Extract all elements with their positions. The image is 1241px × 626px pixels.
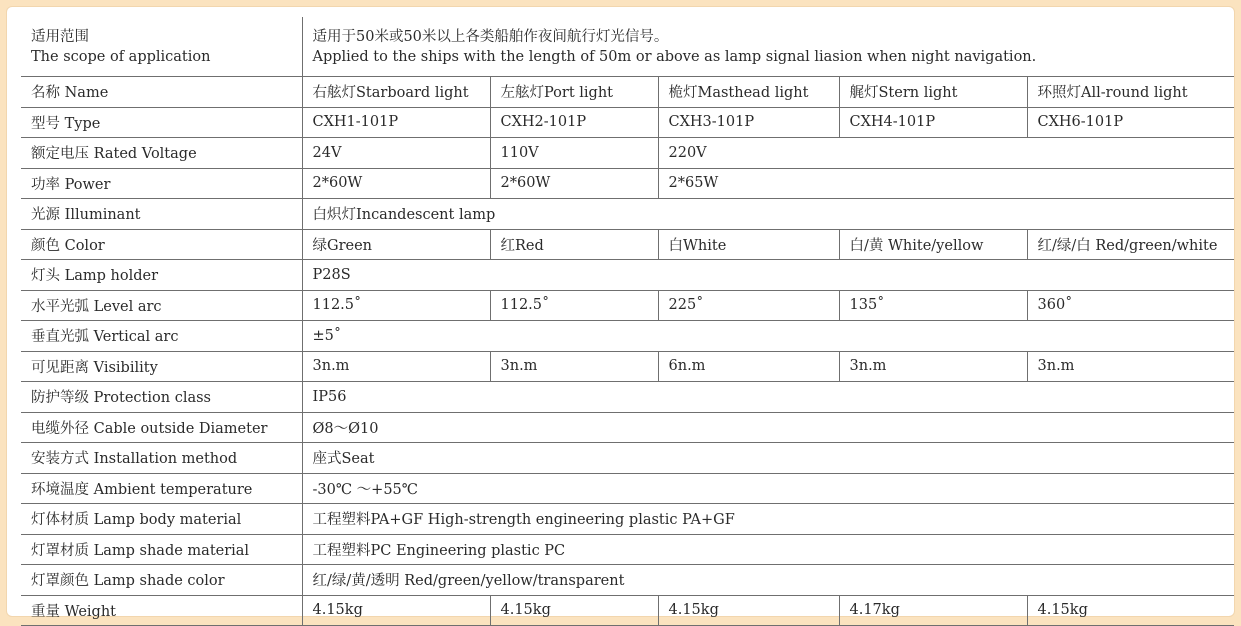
- row-label: 环境温度 Ambient temperature: [21, 473, 302, 504]
- row-label: 水平光弧 Level arc: [21, 290, 302, 321]
- row-cell: 4.17kg: [839, 595, 1027, 626]
- row-cell: 220V: [658, 138, 1234, 169]
- spec-row: [21, 168, 1234, 199]
- row-value: ±5˚: [302, 321, 1234, 352]
- row-value: Ø8～Ø10: [302, 412, 1234, 443]
- row-cell: 白White: [658, 229, 839, 260]
- scope-value-cn: 适用于50米或50米以上各类船舶作夜间航行灯光信号。: [312, 28, 669, 45]
- scope-value-en: Applied to the ships with the length of 50m or above as lamp signal liasion when night navigation.: [312, 48, 1037, 65]
- row-cell: CXH6-101P: [1027, 107, 1234, 138]
- row-cell: 360˚: [1027, 290, 1234, 321]
- row-cell: 环照灯All-round light: [1027, 77, 1234, 108]
- spec-row: [21, 107, 1234, 138]
- row-value: 工程塑料PC Engineering plastic PC: [302, 534, 1234, 565]
- row-cell: 2*60W: [490, 168, 658, 199]
- spec-row: [21, 382, 1234, 413]
- row-cell: 艉灯Stern light: [839, 77, 1027, 108]
- row-label: 垂直光弧 Vertical arc: [21, 321, 302, 352]
- row-cell: 225˚: [658, 290, 839, 321]
- row-cell: 2*60W: [302, 168, 490, 199]
- row-cell: 135˚: [839, 290, 1027, 321]
- row-cell: 112.5˚: [490, 290, 658, 321]
- row-label: 灯罩颜色 Lamp shade color: [21, 565, 302, 596]
- row-label: 灯头 Lamp holder: [21, 260, 302, 291]
- scope-label-cell: [21, 17, 302, 77]
- spec-row: [21, 473, 1234, 504]
- row-cell: 24V: [302, 138, 490, 169]
- spec-row: [21, 77, 1234, 108]
- row-label: 功率 Power: [21, 168, 302, 199]
- spec-row: [21, 595, 1234, 626]
- spec-row: [21, 290, 1234, 321]
- row-cell: 3n.m: [1027, 351, 1234, 382]
- row-cell: 3n.m: [839, 351, 1027, 382]
- row-label: 电缆外径 Cable outside Diameter: [21, 412, 302, 443]
- row-value: 座式Seat: [302, 443, 1234, 474]
- row-cell: 4.15kg: [1027, 595, 1234, 626]
- row-label: 可见距离 Visibility: [21, 351, 302, 382]
- row-cell: 4.15kg: [302, 595, 490, 626]
- spec-row: [21, 565, 1234, 596]
- scope-label-en: The scope of application: [31, 48, 211, 65]
- row-value: P28S: [302, 260, 1234, 291]
- row-label: 型号 Type: [21, 107, 302, 138]
- spec-row: [21, 504, 1234, 535]
- row-cell: 白/黄 White/yellow: [839, 229, 1027, 260]
- row-label: 防护等级 Protection class: [21, 382, 302, 413]
- row-cell: 红/绿/白 Red/green/white: [1027, 229, 1234, 260]
- row-cell: CXH4-101P: [839, 107, 1027, 138]
- row-label: 安装方式 Installation method: [21, 443, 302, 474]
- spec-table: [21, 17, 1234, 626]
- row-value: 红/绿/黄/透明 Red/green/yellow/transparent: [302, 565, 1234, 596]
- row-label: 重量 Weight: [21, 595, 302, 626]
- row-cell: 红Red: [490, 229, 658, 260]
- row-value: 白炽灯Incandescent lamp: [302, 199, 1234, 230]
- row-label: 光源 Illuminant: [21, 199, 302, 230]
- scope-value-cell: [302, 17, 1234, 77]
- row-cell: 3n.m: [302, 351, 490, 382]
- row-label: 颜色 Color: [21, 229, 302, 260]
- row-cell: 112.5˚: [302, 290, 490, 321]
- spec-row: [21, 199, 1234, 230]
- row-value: IP56: [302, 382, 1234, 413]
- row-cell: CXH2-101P: [490, 107, 658, 138]
- row-cell: 左舷灯Port light: [490, 77, 658, 108]
- row-value: 工程塑料PA+GF High-strength engineering plastic PA+GF: [302, 504, 1234, 535]
- spec-row: [21, 534, 1234, 565]
- spec-row: [21, 412, 1234, 443]
- scope-label-cn: 适用范围: [31, 28, 89, 45]
- row-cell: CXH1-101P: [302, 107, 490, 138]
- row-cell: 4.15kg: [490, 595, 658, 626]
- spec-row: [21, 229, 1234, 260]
- row-cell: 4.15kg: [658, 595, 839, 626]
- spec-row: [21, 260, 1234, 291]
- spec-row: [21, 138, 1234, 169]
- row-cell: CXH3-101P: [658, 107, 839, 138]
- row-label: 灯体材质 Lamp body material: [21, 504, 302, 535]
- row-cell: 6n.m: [658, 351, 839, 382]
- scope-row: [21, 17, 1234, 77]
- spec-sheet-frame: [6, 6, 1235, 620]
- row-cell: 110V: [490, 138, 658, 169]
- spec-row: [21, 351, 1234, 382]
- spec-table-body: [21, 17, 1234, 626]
- spec-row: [21, 321, 1234, 352]
- row-cell: 3n.m: [490, 351, 658, 382]
- row-cell: 2*65W: [658, 168, 1234, 199]
- row-label: 名称 Name: [21, 77, 302, 108]
- row-cell: 桅灯Masthead light: [658, 77, 839, 108]
- row-cell: 右舷灯Starboard light: [302, 77, 490, 108]
- row-cell: 绿Green: [302, 229, 490, 260]
- row-label: 额定电压 Rated Voltage: [21, 138, 302, 169]
- spec-row: [21, 443, 1234, 474]
- row-label: 灯罩材质 Lamp shade material: [21, 534, 302, 565]
- row-value: -30℃ ～+55℃: [302, 473, 1234, 504]
